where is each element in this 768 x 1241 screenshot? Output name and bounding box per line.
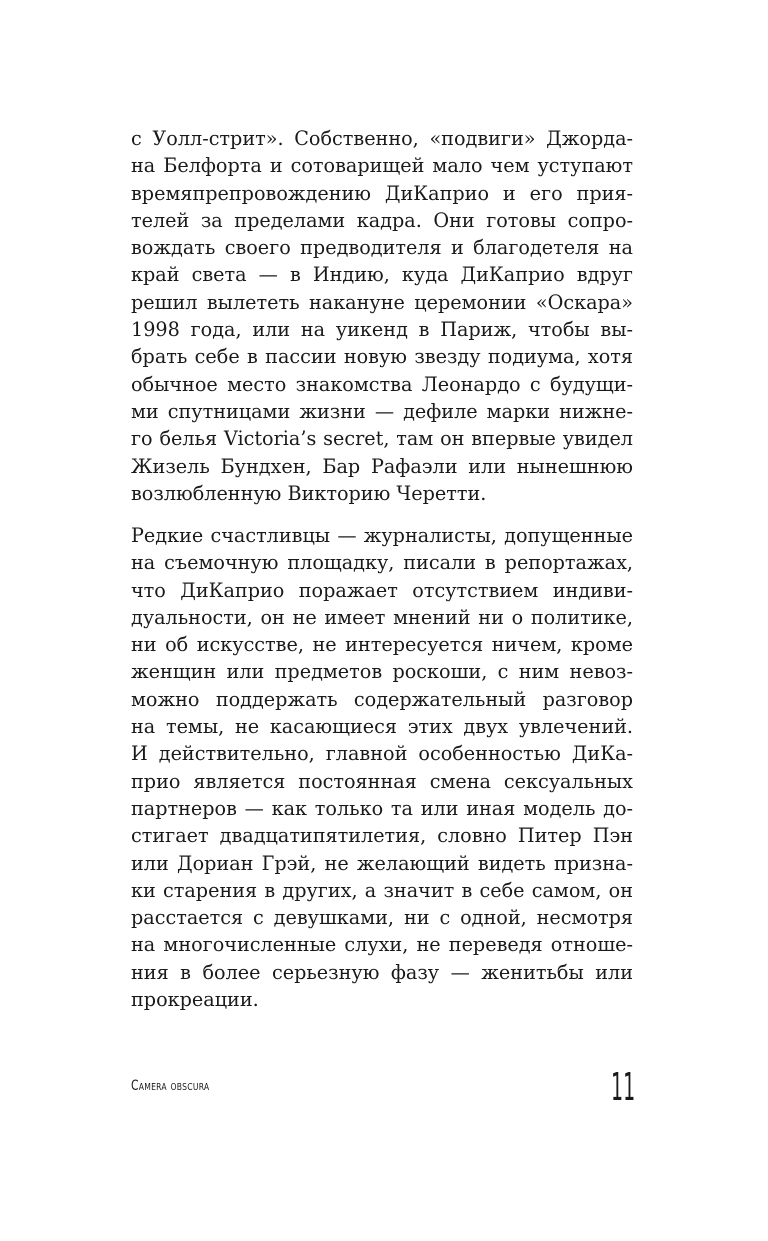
text-line: на Белфорта и сотоварищей мало чем уступают [131, 154, 633, 178]
text-line: брать себе в пассии новую звезду подиума, хотя [131, 345, 633, 369]
text-line: возлюбленную Викторию Черетти. [131, 481, 487, 505]
text-line: И действительно, главной особенностью ДиКа- [131, 742, 633, 766]
text-line: ни об искусстве, не интересуется ничем, кроме [131, 633, 633, 657]
text-line: можно поддержать содержательный разговор [131, 687, 633, 711]
text-line: партнеров — как только та или иная модель до- [131, 796, 633, 820]
running-footer-title: Camera obscura [131, 1078, 210, 1094]
text-line: телей за пределами кадра. Они готовы сопро- [131, 208, 633, 232]
text-line: ми спутницами жизни — дефиле марки нижне- [131, 399, 633, 423]
text-line: решил вылететь накануне церемонии «Оскара» [131, 290, 633, 314]
text-line: времяпрепровождению ДиКаприо и его прия- [131, 181, 633, 205]
text-line: прокреации. [131, 988, 259, 1012]
text-line: или Дориан Грэй, не желающий видеть призна- [131, 851, 633, 875]
text-line: Жизель Бундхен, Бар Рафаэли или нынешнюю [131, 454, 633, 478]
text-line: женщин или предметов роскоши, с ним невоз- [131, 660, 633, 684]
page-number: 11 [611, 1065, 636, 1109]
text-line: на съемочную площадку, писали в репортажах, [131, 551, 633, 575]
text-line: край света — в Индию, куда ДиКаприо вдруг [131, 263, 633, 287]
text-line: вождать своего предводителя и благодетеля на [131, 236, 633, 260]
text-line: на многочисленные слухи, не переведя отноше- [131, 933, 633, 957]
paragraph-1 [131, 125, 633, 507]
text-line: ния в более серьезную фазу — женитьбы или [131, 960, 633, 984]
text-line: дуальности, он не имеет мнений ни о политике, [131, 605, 633, 629]
paragraph-2 [131, 522, 633, 1013]
text-line: обычное место знакомства Леонардо с будущи- [131, 372, 633, 396]
text-line: что ДиКаприо поражает отсутствием индиви- [131, 578, 633, 602]
text-line: прио является постоянная смена сексуальных [131, 769, 633, 793]
text-line: го белья Victoria’s secret, там он впервые увидел [131, 427, 633, 451]
text-line: стигает двадцатипятилетия, словно Питер Пэн [131, 824, 633, 848]
text-line: на темы, не касающиеся этих двух увлечений. [131, 715, 633, 739]
text-line: 1998 года, или на уикенд в Париж, чтобы вы- [131, 318, 633, 342]
text-line: Редкие счастливцы — журналисты, допущенные [131, 524, 633, 547]
text-line: ки старения в других, а значит в себе самом, он [131, 878, 633, 902]
text-line: с Уолл-стрит». Собственно, «подвиги» Джорда- [131, 127, 633, 150]
text-line: расстается с девушками, ни с одной, несмотря [131, 906, 633, 930]
